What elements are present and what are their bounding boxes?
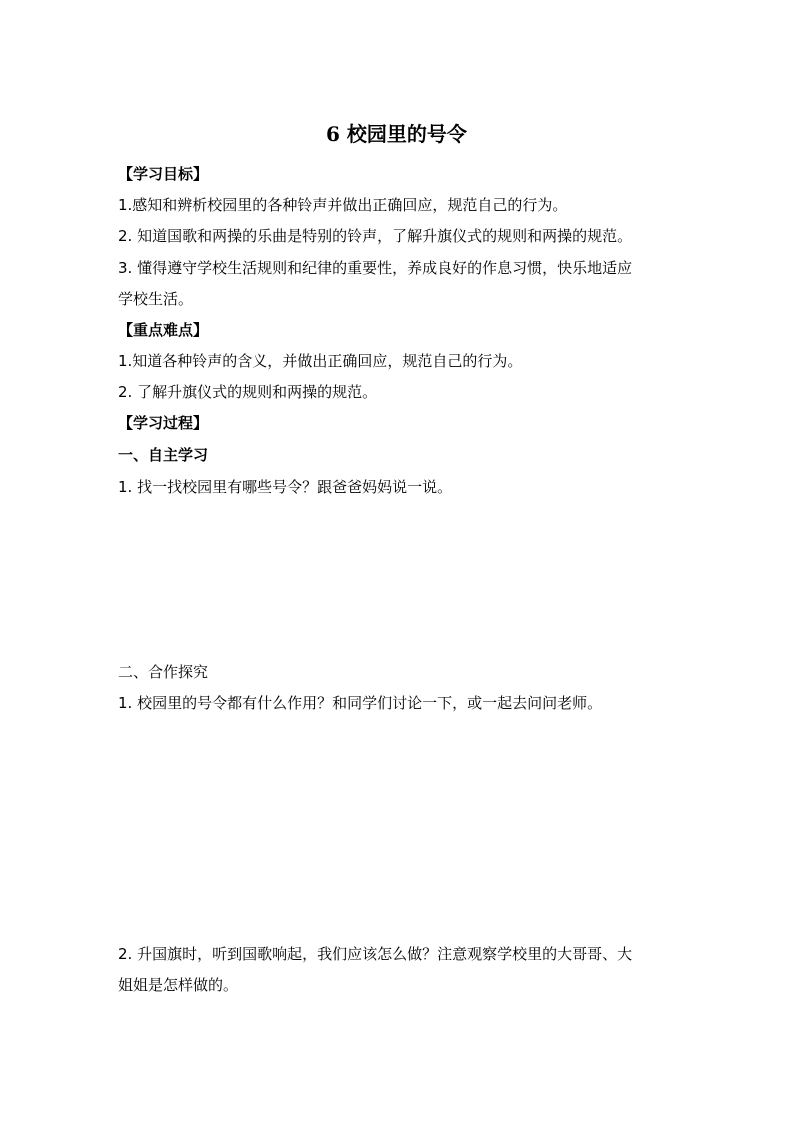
key-point-item: 2. 了解升旗仪式的规则和两操的规范。 — [118, 383, 378, 401]
coop-heading: 二、合作探究 — [118, 663, 209, 681]
coop-question-2-continued: 姐姐是怎样做的。 — [118, 976, 239, 994]
objective-item: 3. 懂得遵守学校生活规则和纪律的重要性，养成良好的作息习惯，快乐地适应 — [118, 259, 633, 277]
self-study-heading: 一、自主学习 — [118, 446, 209, 464]
key-points-heading: 【重点难点】 — [118, 321, 209, 339]
coop-question-2: 2. 升国旗时，听到国歌响起，我们应该怎么做？注意观察学校里的大哥哥、大 — [118, 945, 633, 963]
objective-item-continued: 学校生活。 — [118, 290, 194, 308]
objectives-heading: 【学习目标】 — [118, 165, 209, 183]
process-heading: 【学习过程】 — [118, 414, 209, 432]
key-point-item: 1.知道各种铃声的含义，并做出正确回应，规范自己的行为。 — [118, 352, 523, 370]
coop-question: 1. 校园里的号令都有什么作用？和同学们讨论一下，或一起去问问老师。 — [118, 694, 603, 712]
document-title: 6 校园里的号令 — [326, 122, 467, 146]
self-study-question: 1. 找一找校园里有哪些号令？跟爸爸妈妈说一说。 — [118, 478, 453, 496]
objective-item: 2. 知道国歌和两操的乐曲是特别的铃声，了解升旗仪式的规则和两操的规范。 — [118, 227, 633, 245]
objective-item: 1.感知和辨析校园里的各种铃声并做出正确回应，规范自己的行为。 — [118, 196, 568, 214]
